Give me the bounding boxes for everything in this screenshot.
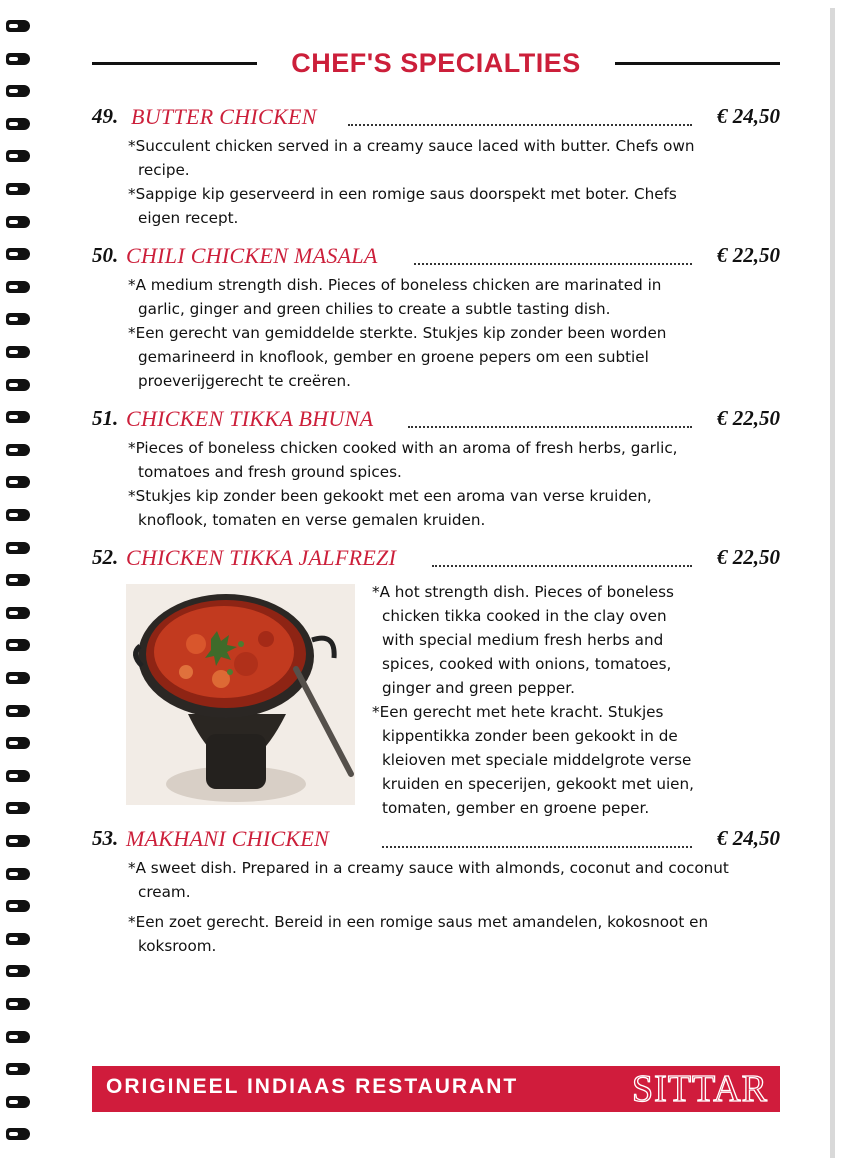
menu-item-52 — [92, 545, 780, 575]
menu-item-51 — [92, 406, 780, 532]
page-title: CHEF'S SPECIALTIES — [281, 48, 590, 78]
spiral-coil — [6, 933, 32, 947]
spiral-coil — [6, 835, 32, 849]
spiral-coil — [6, 965, 32, 979]
spiral-coil — [6, 802, 32, 816]
item-description-en: *Succulent chicken served in a creamy sauce laced with butter. Chefs own recipe. — [128, 137, 695, 179]
spiral-coil — [6, 53, 32, 67]
item-description-nl: *Stukjes kip zonder been gekookt met een aroma van verse kruiden, knoflook, tomaten en verse gemalen kruiden. — [128, 487, 652, 529]
spiral-coil — [6, 509, 32, 523]
item-number: 51. — [92, 406, 119, 430]
spiral-coil — [6, 1031, 32, 1045]
spiral-coil — [6, 281, 32, 295]
dot-leader — [382, 844, 692, 848]
item-name: MAKHANI CHICKEN — [126, 826, 330, 851]
item-description-en: *A medium strength dish. Pieces of boneless chicken are marinated in garlic, ginger and green chilies to create a subtle tasting dish. — [128, 276, 662, 318]
spiral-coil — [6, 868, 32, 882]
item-price: € 22,50 — [717, 406, 780, 430]
spiral-coil — [6, 216, 32, 230]
item-price: € 24,50 — [717, 104, 780, 128]
item-name: CHILI CHICKEN MASALA — [126, 243, 378, 268]
spiral-coil — [6, 346, 32, 360]
spiral-coil — [6, 607, 32, 621]
item-number: 50. — [92, 243, 119, 267]
spiral-coil — [6, 313, 32, 327]
dot-leader — [432, 563, 692, 567]
spiral-coil — [6, 183, 32, 197]
spiral-coil — [6, 85, 32, 99]
item-description-en: *Pieces of boneless chicken cooked with an aroma of fresh herbs, garlic, tomatoes and fresh ground spices. — [128, 439, 678, 481]
item-price: € 24,50 — [717, 826, 780, 850]
spiral-coil — [6, 118, 32, 132]
spiral-coil — [6, 248, 32, 262]
spiral-coil — [6, 737, 32, 751]
restaurant-tagline: ORIGINEEL INDIAAS RESTAURANT — [106, 1075, 519, 1098]
section-header — [92, 44, 780, 84]
spiral-coil — [6, 444, 32, 458]
spiral-coil — [6, 770, 32, 784]
item-name: CHICKEN TIKKA BHUNA — [126, 406, 374, 431]
dot-leader — [414, 261, 692, 265]
spiral-coil — [6, 1128, 32, 1142]
item-description-nl: *Een zoet gerecht. Bereid in een romige saus met amandelen, kokosnoot en koksroom. — [128, 913, 709, 955]
spiral-coil — [6, 379, 32, 393]
menu-item-49 — [92, 104, 780, 230]
spiral-coil — [6, 476, 32, 490]
spiral-coil — [6, 998, 32, 1012]
item-description-en: *A hot strength dish. Pieces of boneless chicken tikka cooked in the clay oven with special medium fresh herbs and spices, cooked with onions, tomatoes, ginger and green pepper. — [372, 583, 674, 697]
spiral-coil — [6, 705, 32, 719]
item-price: € 22,50 — [717, 545, 780, 569]
spiral-coil — [6, 639, 32, 653]
spiral-coil — [6, 574, 32, 588]
spiral-coil — [6, 150, 32, 164]
restaurant-banner — [92, 1066, 780, 1112]
dish-photo — [126, 584, 355, 805]
spiral-binding — [6, 20, 34, 1160]
item-price: € 22,50 — [717, 243, 780, 267]
item-number: 49. — [92, 104, 119, 128]
dot-leader — [408, 424, 692, 428]
spiral-coil — [6, 1063, 32, 1077]
jalfrezi-dish-image — [126, 584, 355, 805]
item-name: BUTTER CHICKEN — [131, 104, 317, 129]
item-description-nl: *Een gerecht van gemiddelde sterkte. Stukjes kip zonder been worden gemarineerd in knoflook, gember en groene pepers om een subtiel proeverijgerecht te creëren. — [128, 324, 667, 390]
dot-leader — [348, 122, 692, 126]
item-name: CHICKEN TIKKA JALFREZI — [126, 545, 397, 570]
item-description-nl: *Sappige kip geserveerd in een romige saus doorspekt met boter. Chefs eigen recept. — [128, 185, 677, 227]
page-edge — [830, 8, 835, 1158]
item-number: 53. — [92, 826, 119, 850]
menu-item-53 — [92, 826, 780, 958]
spiral-coil — [6, 20, 32, 34]
spiral-coil — [6, 542, 32, 556]
spiral-coil — [6, 900, 32, 914]
spiral-coil — [6, 411, 32, 425]
spiral-coil — [6, 1096, 32, 1110]
item-description-en: *A sweet dish. Prepared in a creamy sauce with almonds, coconut and coconut cream. — [128, 859, 729, 901]
item-number: 52. — [92, 545, 119, 569]
item-description-nl: *Een gerecht met hete kracht. Stukjes kippentikka zonder been gekookt in de kleioven met speciale middelgrote verse kruiden en specerijen, gekookt met uien, tomaten, gember en groene peper. — [372, 703, 694, 817]
menu-item-50 — [92, 243, 780, 393]
restaurant-logo: SITTAR — [632, 1068, 768, 1110]
spiral-coil — [6, 672, 32, 686]
